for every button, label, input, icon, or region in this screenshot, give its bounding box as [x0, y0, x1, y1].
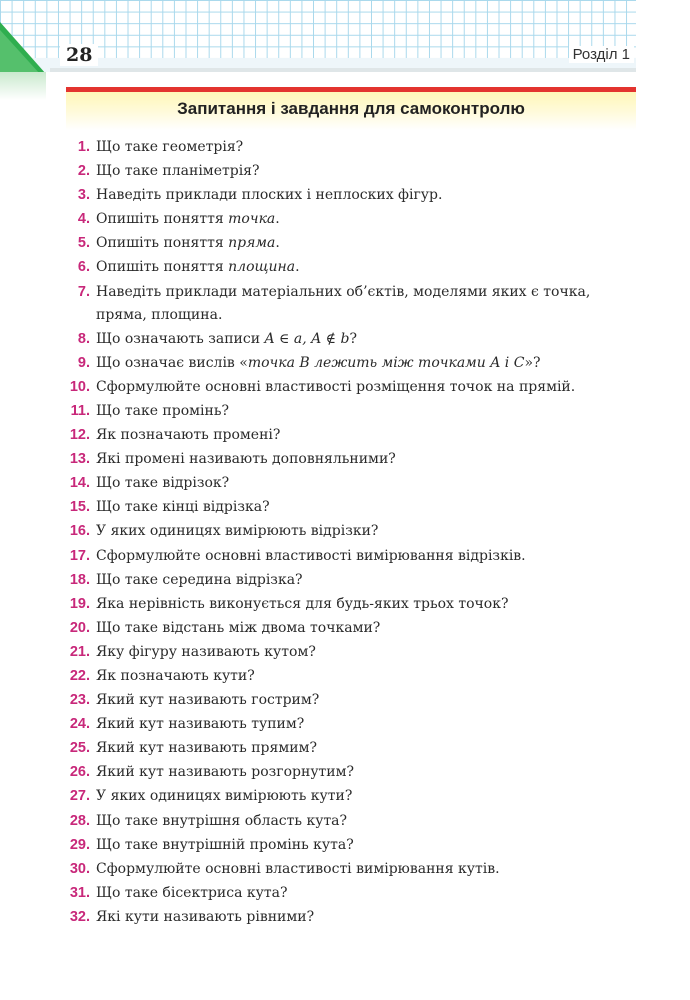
question-item	[52, 136, 642, 159]
question-term: точка B лежить між точками A і C	[247, 354, 525, 371]
question-item	[52, 761, 642, 784]
question-number: 29.	[69, 836, 90, 853]
question-number: 6.	[77, 259, 90, 276]
question-text-main: Які кути називають рівними?	[96, 908, 315, 925]
question-text-main: Сформулюйте основні властивості вимірювання відрізків.	[96, 547, 526, 564]
question-term: площина	[228, 259, 296, 276]
question-text-main: Як позначають кути?	[96, 667, 255, 684]
question-number: 11.	[70, 402, 90, 419]
question-number: 4.	[77, 211, 90, 228]
question-number: 31.	[69, 884, 90, 901]
question-text	[96, 160, 642, 183]
question-number: 26.	[69, 764, 90, 781]
question-text-main: Опишіть поняття	[96, 235, 229, 252]
question-text	[96, 256, 642, 279]
section-label: Розділ 1	[569, 46, 634, 63]
question-number: 28.	[69, 812, 90, 829]
question-text-main: Опишіть поняття	[96, 211, 229, 228]
question-text-main: Наведіть приклади плоских і неплоских фігур.	[96, 187, 443, 204]
question-text	[96, 882, 642, 905]
question-item	[52, 906, 642, 929]
question-item	[52, 834, 642, 857]
question-text	[96, 906, 642, 929]
question-text	[96, 448, 642, 471]
question-text-main: Яку фігуру називають кутом?	[96, 643, 316, 660]
question-item	[52, 785, 642, 808]
question-text-main: Який кут називають гострим?	[96, 692, 320, 709]
question-text	[96, 136, 642, 159]
question-text-end: »?	[524, 354, 541, 371]
question-text-main: Сформулюйте основні властивості розміщення точок на прямій.	[96, 378, 576, 395]
question-number: 20.	[69, 619, 90, 636]
question-text-main: Яка нерівність виконується для будь-яких трьох точок?	[96, 595, 509, 612]
question-item	[52, 520, 642, 543]
question-text-main: У яких одиницях вимірюють відрізки?	[96, 523, 379, 540]
question-text	[96, 665, 642, 688]
question-number: 24.	[69, 716, 90, 733]
question-item	[52, 737, 642, 760]
header-rule	[50, 68, 636, 72]
question-item	[52, 882, 642, 905]
question-item	[52, 400, 642, 423]
question-item	[52, 281, 642, 327]
question-text-main: Що таке відрізок?	[96, 475, 230, 492]
question-text	[96, 352, 642, 375]
question-item	[52, 545, 642, 568]
question-text	[96, 472, 642, 495]
question-number: 13.	[69, 451, 90, 468]
question-item	[52, 208, 642, 231]
question-text	[96, 761, 642, 784]
question-text-main: Що означають записи	[96, 330, 265, 347]
question-text	[96, 184, 642, 207]
question-item	[52, 713, 642, 736]
question-item	[52, 232, 642, 255]
question-number: 25.	[69, 740, 90, 757]
question-text	[96, 810, 642, 833]
question-number: 5.	[77, 235, 90, 252]
question-number: 1.	[77, 139, 90, 155]
question-text	[96, 858, 642, 881]
question-number: 9.	[77, 354, 90, 371]
question-number: 14.	[69, 475, 90, 492]
question-item	[52, 617, 642, 640]
question-item	[52, 665, 642, 688]
question-text-main: Як позначають промені?	[96, 427, 281, 444]
question-text	[96, 376, 642, 399]
question-number: 15.	[69, 499, 90, 516]
question-text-main: Що таке середина відрізка?	[96, 571, 303, 588]
question-item	[52, 858, 642, 881]
question-text	[96, 545, 642, 568]
question-item	[52, 810, 642, 833]
question-text-end: .	[275, 211, 280, 228]
question-text-main: Що означає вислів «	[96, 354, 248, 371]
question-number: 2.	[77, 163, 90, 180]
question-number: 30.	[69, 860, 90, 877]
question-item	[52, 569, 642, 592]
question-item	[52, 472, 642, 495]
question-text-main: Що таке відстань між двома точками?	[96, 619, 381, 636]
question-text	[96, 569, 642, 592]
question-text-end: ?	[349, 330, 357, 347]
question-text-main: Що таке бісектриса кута?	[96, 884, 288, 901]
question-text-main: Що таке планіметрія?	[96, 163, 260, 180]
question-term: A ∈ a, A ∉ b	[264, 330, 350, 347]
corner-decoration-inner	[0, 30, 40, 74]
question-text-main: Що таке промінь?	[96, 402, 229, 419]
question-text	[96, 496, 642, 519]
question-item	[52, 424, 642, 447]
question-list	[52, 136, 642, 930]
question-text	[96, 281, 642, 327]
question-item	[52, 448, 642, 471]
question-text	[96, 713, 642, 736]
question-item	[52, 689, 642, 712]
question-text-main: Що таке внутрішня область кута?	[96, 812, 348, 829]
question-text	[96, 737, 642, 760]
question-term: пряма	[228, 235, 276, 252]
question-text-main: Сформулюйте основні властивості вимірювання кутів.	[96, 860, 500, 877]
question-text-main: Який кут називають прямим?	[96, 740, 317, 757]
question-number: 16.	[69, 523, 90, 540]
question-item	[52, 256, 642, 279]
question-number: 32.	[69, 908, 90, 925]
question-item	[52, 376, 642, 399]
question-item	[52, 184, 642, 207]
question-text	[96, 520, 642, 543]
question-number: 10.	[69, 378, 90, 395]
question-text-main: Що таке геометрія?	[96, 139, 244, 155]
question-text	[96, 593, 642, 616]
question-number: 12.	[69, 427, 90, 444]
question-text-end: .	[295, 259, 300, 276]
question-number: 3.	[77, 187, 90, 204]
question-number: 23.	[69, 692, 90, 709]
question-item	[52, 593, 642, 616]
question-number: 8.	[77, 330, 90, 347]
question-text-main: Опишіть поняття	[96, 259, 229, 276]
question-text-main: Які промені називають доповняльними?	[96, 451, 396, 468]
question-text-main: Що таке кінці відрізка?	[96, 499, 270, 516]
question-text	[96, 641, 642, 664]
question-text-main: Який кут називають розгорнутим?	[96, 764, 355, 781]
question-number: 18.	[69, 571, 90, 588]
section-title-band	[66, 87, 636, 130]
question-text-main: Наведіть приклади матеріальних об’єктів, моделями яких є точка, пряма, площина.	[96, 283, 591, 323]
question-number: 27.	[69, 788, 90, 805]
question-text-main: Який кут називають тупим?	[96, 716, 305, 733]
question-text	[96, 689, 642, 712]
question-text	[96, 208, 642, 231]
question-item	[52, 641, 642, 664]
question-number: 21.	[69, 643, 90, 660]
question-text-main: Що таке внутрішній промінь кута?	[96, 836, 354, 853]
page-number: 28	[60, 44, 98, 66]
question-text-end: .	[275, 235, 280, 252]
question-text	[96, 328, 642, 351]
question-text	[96, 617, 642, 640]
question-term: точка	[228, 211, 276, 228]
question-item	[52, 328, 642, 351]
question-number: 19.	[69, 595, 90, 612]
question-text	[96, 400, 642, 423]
question-text	[96, 834, 642, 857]
question-text	[96, 232, 642, 255]
question-text	[96, 785, 642, 808]
question-text	[96, 424, 642, 447]
question-item	[52, 352, 642, 375]
question-number: 22.	[69, 667, 90, 684]
question-item	[52, 160, 642, 183]
question-item	[52, 496, 642, 519]
section-title: Запитання і завдання для самоконтролю	[177, 99, 525, 118]
question-number: 7.	[77, 283, 90, 300]
question-number: 17.	[69, 547, 90, 564]
question-text-main: У яких одиницях вимірюють кути?	[96, 788, 353, 805]
corner-fade	[0, 72, 46, 100]
